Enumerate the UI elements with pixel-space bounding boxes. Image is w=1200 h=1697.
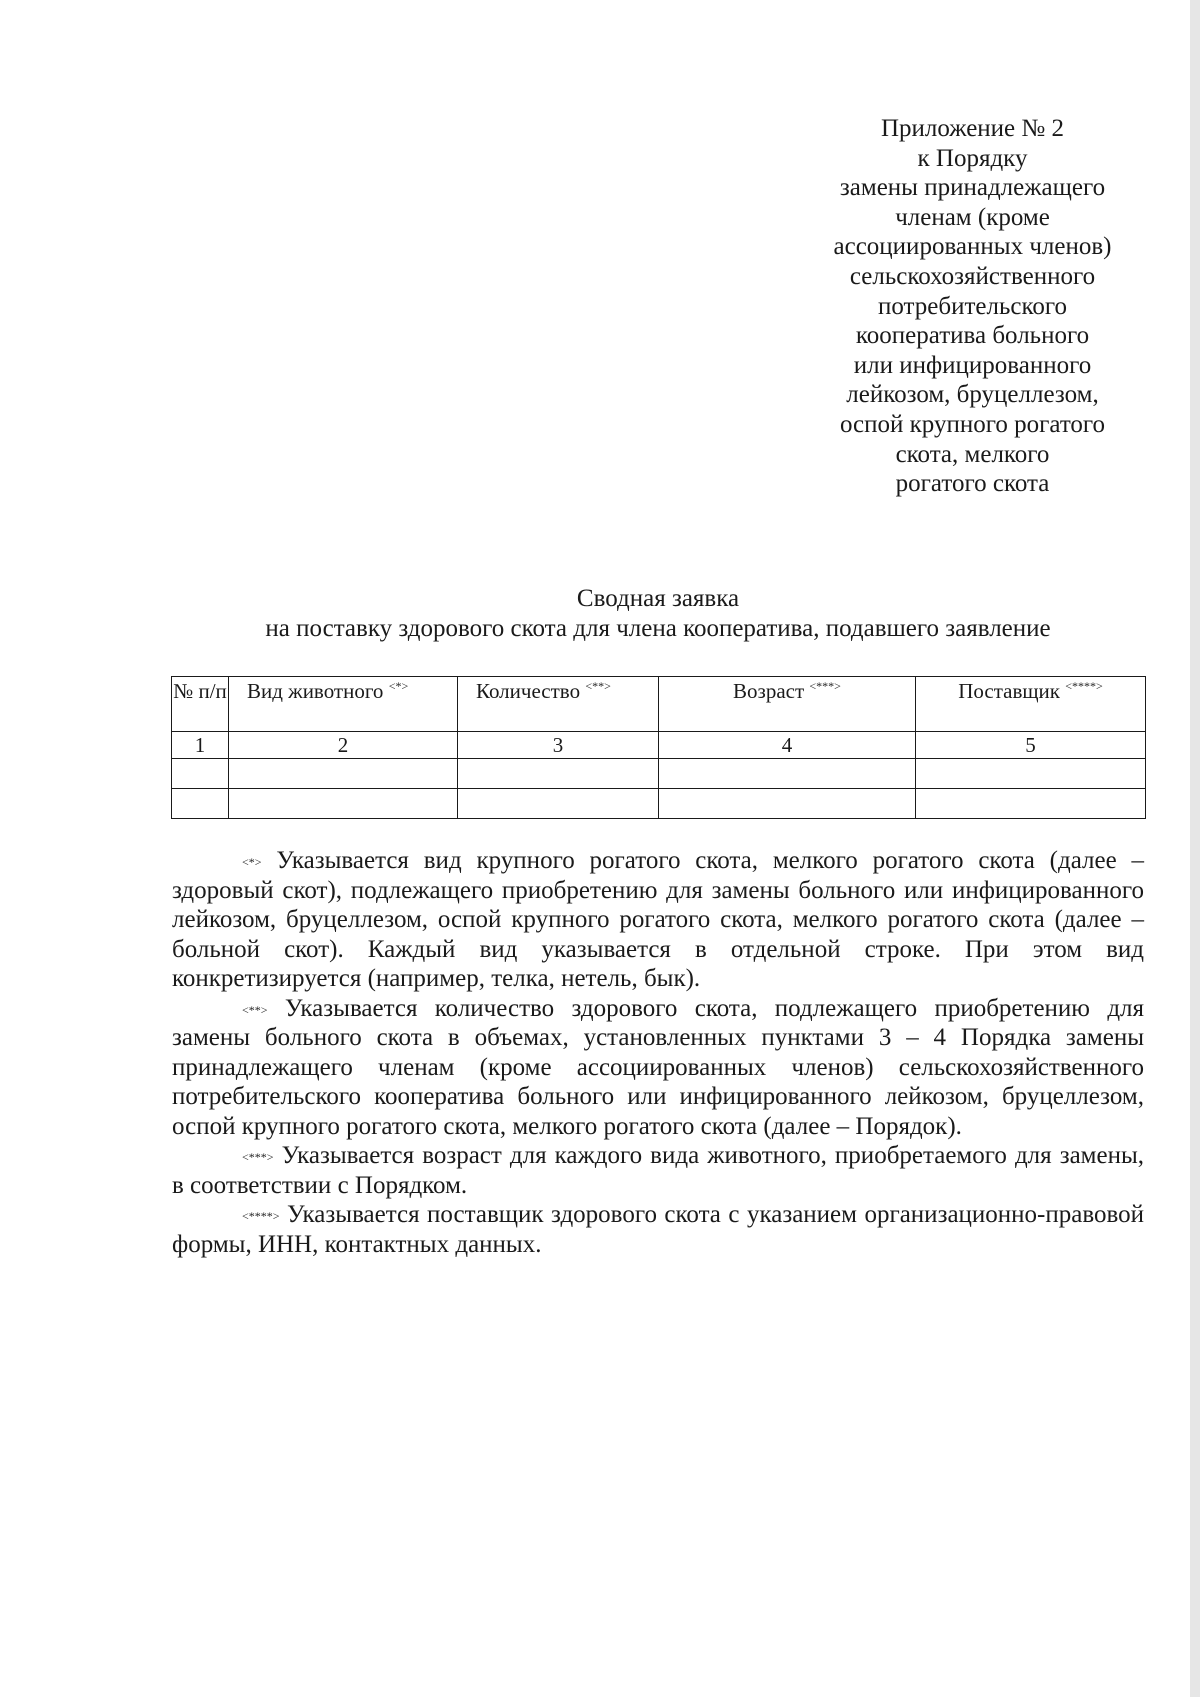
annex-line: сельскохозяйственного <box>849 262 1096 290</box>
annex-line: потребительского <box>878 292 1067 320</box>
annex-line: замены принадлежащего <box>839 174 1106 202</box>
footnote-mark: <****> <box>1065 679 1103 693</box>
table-cell <box>458 759 659 789</box>
footnote-4: <****> Указывается поставщик здорового скота с указанием организационно-правовой формы, ИНН, контактных данных. <box>172 1201 1144 1258</box>
table-row <box>172 759 1146 789</box>
footnote-mark: <**> <box>585 679 611 693</box>
header-quantity: Количество <**> <box>458 677 659 732</box>
annex-line: к Порядку <box>917 144 1028 172</box>
table-cell: 3 <box>458 732 659 759</box>
table-cell <box>916 759 1146 789</box>
page-edge-strip <box>1190 0 1200 1697</box>
table-cell <box>916 789 1146 819</box>
annex-line: Приложение № 2 <box>880 115 1065 142</box>
footnotes <box>172 846 1144 1259</box>
table-row-column-numbers <box>172 732 1146 759</box>
annex-block <box>790 114 1155 499</box>
request-table <box>171 676 1146 819</box>
annex-line: рогатого скота <box>895 470 1050 498</box>
footnote-mark: <****> <box>242 1209 280 1223</box>
table-cell <box>229 789 458 819</box>
header-supplier: Поставщик <****> <box>916 677 1146 732</box>
annex-line: лейкозом, бруцеллезом, <box>846 381 1099 409</box>
table-cell: 1 <box>172 732 229 759</box>
title-line-2: на поставку здорового скота для члена кооператива, подавшего заявление <box>265 615 1051 642</box>
annex-line: скота, мелкого <box>895 440 1050 468</box>
table-cell: 2 <box>229 732 458 759</box>
table-cell <box>229 759 458 789</box>
annex-line: кооператива больного <box>855 322 1090 350</box>
header-number: № п/п <box>172 677 229 732</box>
title-line-1: Сводная заявка <box>576 585 740 612</box>
annex-line: или инфицированного <box>853 351 1092 379</box>
table-cell <box>172 789 229 819</box>
footnote-mark: <***> <box>242 1150 274 1164</box>
document-title <box>172 584 1144 644</box>
table-cell: 4 <box>659 732 916 759</box>
table-cell: 5 <box>916 732 1146 759</box>
table-cell <box>172 759 229 789</box>
footnote-mark: <*> <box>388 679 409 693</box>
footnote-1: <*> Указывается вид крупного рогатого скота, мелкого рогатого скота (далее – здоровый скот), подлежащего приобретению для замены больного или инфицированного лейкозом, бруцеллезом, оспой крупного рогатого скота, мелкого рогатого скота (далее – больной скот). Каждый вид указывается в отдельной строке. При этом вид конкретизируется (например, телка, нетель, бык). <box>172 847 1145 992</box>
footnote-mark: <**> <box>242 1002 268 1017</box>
footnote-mark: <*> <box>242 855 262 869</box>
footnote-3: <***> Указывается возраст для каждого вида животного, приобретаемого для замены, в соответствии с Порядком. <box>172 1142 1145 1199</box>
footnote-mark: <***> <box>809 679 841 693</box>
table-cell <box>659 759 916 789</box>
table-row <box>172 789 1146 819</box>
footnote-2: <**> Указывается количество здорового скота, подлежащего приобретению для замены больного скота в объемах, установленных пунктами 3 – 4 Порядка замены принадлежащего членам (кроме ассоциированных членов) сельскохозяйственного потребительского кооператива больного или инфицированного лейкозом, бруцеллезом, оспой крупного рогатого скота, мелкого рогатого скота (далее – Порядок). <box>172 994 1145 1140</box>
table-cell <box>458 789 659 819</box>
annex-line: членам (кроме <box>895 203 1050 231</box>
header-animal-type: Вид животного <*> <box>229 677 458 732</box>
annex-line: ассоциированных членов) <box>833 233 1112 261</box>
header-age: Возраст <***> <box>659 677 916 732</box>
table-cell <box>659 789 916 819</box>
annex-line: оспой крупного рогатого <box>839 410 1106 438</box>
table-header-row <box>172 677 1146 732</box>
